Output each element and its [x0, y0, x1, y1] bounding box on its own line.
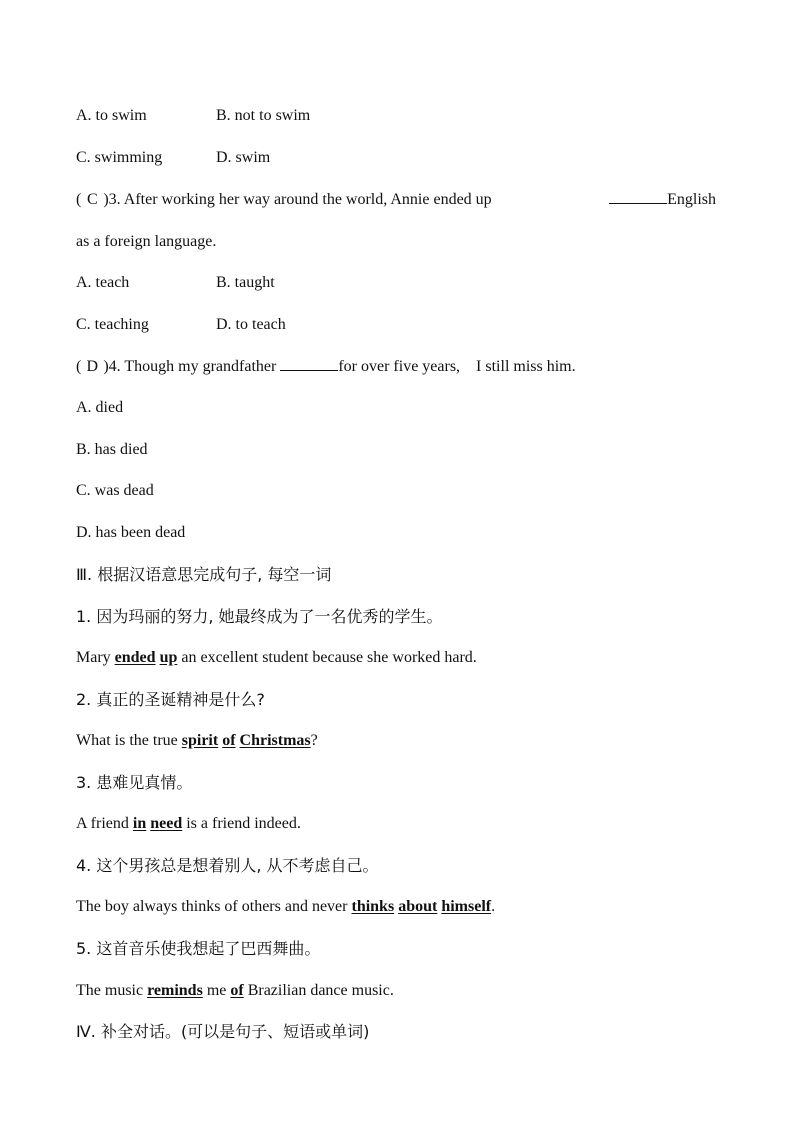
option-c: C. swimming: [76, 149, 163, 166]
chinese-prompt: 2. 真正的圣诞精神是什么?: [76, 690, 265, 709]
filled-answer: need: [150, 815, 183, 832]
filled-answer: of: [222, 732, 236, 749]
filled-answer: of: [230, 982, 244, 999]
option-d: D. swim: [216, 149, 271, 166]
chinese-prompt: 1. 因为玛丽的努力, 她最终成为了一名优秀的学生。: [76, 607, 443, 626]
option-d: D. to teach: [216, 316, 286, 333]
filled-answer: reminds: [147, 982, 203, 999]
filled-answer: about: [398, 898, 438, 915]
chinese-prompt: 4. 这个男孩总是想着别人, 从不考虑自己。: [76, 856, 379, 875]
filled-answer: up: [159, 649, 178, 666]
option-b: B. not to swim: [216, 107, 311, 124]
option-a: A. teach: [76, 274, 130, 291]
option-a: A. to swim: [76, 107, 147, 124]
option-row: [76, 105, 311, 127]
filled-answer: ended: [114, 649, 156, 666]
filled-answer: Christmas: [239, 732, 311, 749]
option-a: A. died: [76, 399, 124, 416]
chinese-prompt: 3. 患难见真情。: [76, 773, 193, 792]
answer-letter: D: [86, 358, 99, 375]
option-c: C. teaching: [76, 316, 149, 333]
option-c: C. was dead: [76, 482, 154, 499]
chinese-prompt: 5. 这首音乐使我想起了巴西舞曲。: [76, 939, 321, 958]
question-text: 3. After working her way around the world, Annie ended up: [108, 191, 492, 208]
answer-blank: [280, 356, 338, 371]
answer-blank: [609, 189, 667, 204]
answer-letter: C: [86, 191, 98, 208]
filled-answer: in: [132, 815, 147, 832]
option-b: B. taught: [216, 274, 275, 291]
option-b: B. has died: [76, 441, 148, 458]
question-3-stem-cont: as a foreign language.: [76, 233, 217, 250]
english-sentence: What is the true spirit of Christmas?: [76, 732, 318, 749]
filled-answer: thinks: [351, 898, 395, 915]
english-sentence: Mary ended up an excellent student because she worked hard.: [76, 649, 477, 666]
question-3-stem: ( C )3. After working her way around the world, Annie ended up English: [76, 189, 716, 211]
english-sentence: A friend in need is a friend indeed.: [76, 815, 301, 832]
question-4-stem: ( D )4. Though my grandfather for over five years, I still miss him.: [76, 356, 576, 378]
option-row: [76, 314, 286, 336]
english-sentence: The boy always thinks of others and never thinks about himself.: [76, 898, 496, 915]
filled-answer: spirit: [181, 732, 219, 749]
option-row: [76, 272, 275, 294]
english-sentence: The music reminds me of Brazilian dance music.: [76, 982, 394, 999]
section-heading: Ⅲ. 根据汉语意思完成句子, 每空一词: [76, 565, 332, 584]
section-heading: Ⅳ. 补全对话。(可以是句子、短语或单词): [76, 1022, 370, 1041]
filled-answer: himself: [441, 898, 492, 915]
option-row: [76, 147, 271, 169]
option-d: D. has been dead: [76, 524, 186, 541]
question-text: 4. Though my grandfather: [108, 358, 277, 375]
